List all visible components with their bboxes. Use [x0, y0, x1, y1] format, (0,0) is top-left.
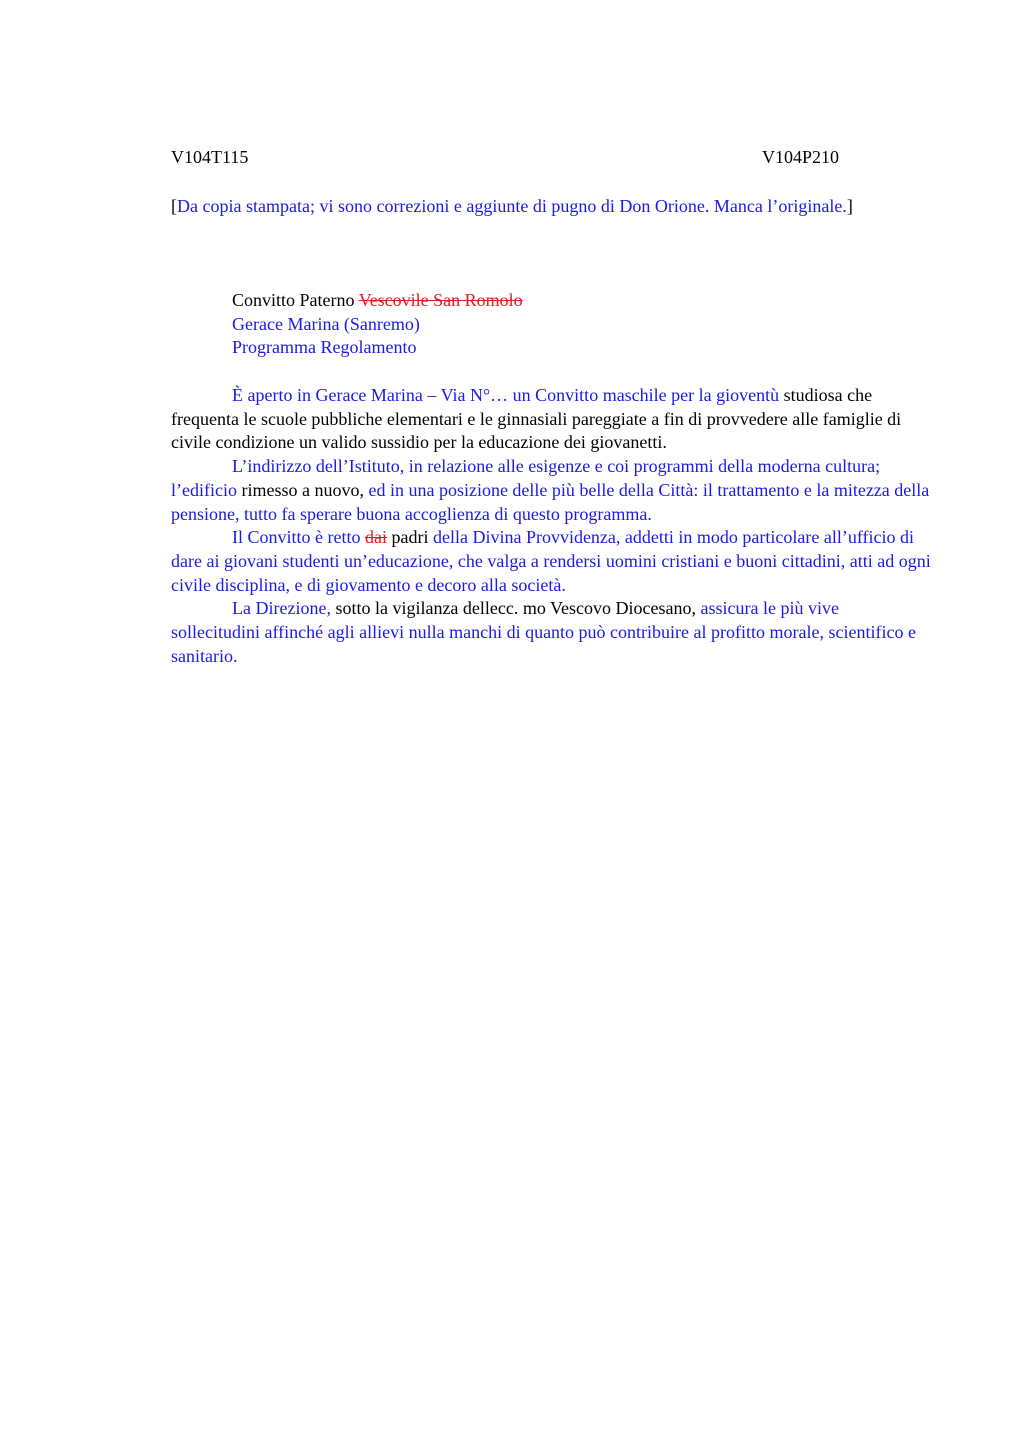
- document-body: [171, 384, 931, 668]
- paragraph-2-original: rimesso a nuovo,: [241, 479, 364, 500]
- paragraph-3: [171, 526, 931, 597]
- paragraph-3-deleted: dai: [364, 527, 387, 548]
- heading-title: Convitto Paterno: [232, 290, 355, 310]
- document-id-row: [171, 146, 839, 170]
- paragraph-3-added-b: della Divina Provvidenza, addetti in modo particolare all’ufficio di dare ai giovani studenti un’educazione, che valga a rendersi uomini cristiani e buoni cittadini, atti ad ogni civile disciplina, e di giovamento e decoro alla società.: [171, 527, 931, 595]
- paragraph-4: [171, 597, 931, 668]
- paragraph-4-original: sotto la vigilanza dellecc. mo Vescovo Diocesano,: [335, 598, 697, 619]
- paragraph-1-added: È aperto in Gerace Marina – Via N°… un Convitto maschile per la gioventù: [232, 385, 780, 405]
- paragraph-1: [171, 384, 931, 455]
- note-open-bracket: [: [171, 196, 177, 216]
- heading-line-1: [232, 289, 832, 313]
- editorial-note: [171, 195, 871, 219]
- note-close-bracket: ]: [846, 196, 853, 216]
- note-text: Da copia stampata; vi sono correzioni e aggiunte di pugno di Don Orione. Manca l’originale.: [177, 196, 847, 216]
- paragraph-2-added-b: ed in una posizione delle più belle della Città: il trattamento e la mitezza della pensione, tutto fa sperare buona accoglienza di questo programma.: [171, 479, 930, 524]
- heading-subtitle: Programma Regolamento: [232, 337, 417, 358]
- paragraph-3-added-a: Il Convitto è retto: [232, 527, 361, 548]
- paragraph-1-original: studiosa che frequenta le scuole pubbliche elementari e le ginnasiali pareggiate a fin di provvedere alle famiglie di civile condizione un valido sussidio per la educazione dei giovanetti.: [171, 385, 902, 453]
- paragraph-2-added-a: L’indirizzo dell’Istituto, in relazione alle esigenze e coi programmi della moderna cultura; l’edificio: [171, 456, 881, 500]
- heading-location: Gerace Marina (Sanremo): [232, 313, 420, 334]
- text-id: V104T115: [171, 147, 249, 167]
- document-heading: [232, 289, 832, 360]
- paragraph-4-added-a: La Direzione,: [232, 598, 331, 619]
- heading-deleted-text: Vescovile San Romolo: [358, 290, 523, 310]
- paragraph-3-original: padri: [391, 527, 429, 548]
- paragraph-4-added-b: assicura le più vive sollecitudini affinché agli allievi nulla manchi di quanto può contribuire al profitto morale, scientifico e sanitario.: [171, 598, 916, 666]
- paragraph-2: [171, 455, 931, 526]
- page-id: V104P210: [761, 147, 839, 167]
